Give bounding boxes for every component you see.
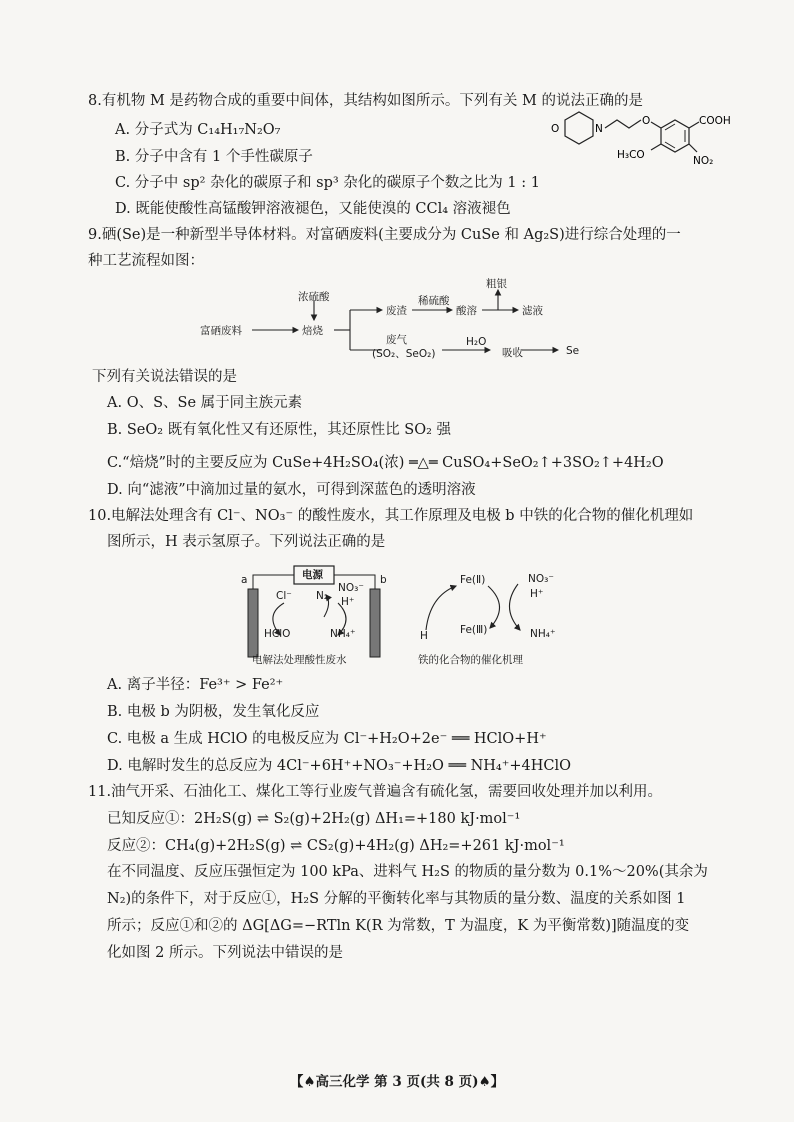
q9-stem-line1: 9.硒(Se)是一种新型半导体材料。对富硒废料(主要成分为 CuSe 和 Ag₂S)进行综合处理的一 [88, 227, 681, 243]
q11-paragraph-line2: N₂)的条件下，对于反应①，H₂S 分解的平衡转化率与其物质的量分数、温度的关系如图 1 [107, 891, 686, 907]
flow-absorb: 吸收 [502, 347, 523, 359]
q9-prompt: 下列有关说法错误的是 [92, 369, 237, 385]
page-footer: 【♠高三化学 第 3 页(共 8 页)♠】 [289, 1074, 505, 1090]
q10-option-a: A. 离子半径：Fe³⁺ > Fe²⁺ [107, 677, 284, 693]
nitrogen-label: N₂ [316, 590, 329, 602]
flow-product: Se [566, 345, 580, 357]
q9-option-a: A. O、S、Se 属于同主族元素 [107, 395, 303, 411]
q11-stem: 11.油气开采、石油化工、煤化工等行业废气普遍含有硫化氢，需要回收处理并加以利用。 [88, 784, 663, 800]
flow-residue: 废渣 [386, 305, 407, 317]
q11-reaction1: 已知反应①：2H₂S(g) ⇌ S₂(g)+2H₂(g) ΔH₁=+180 kJ·mol⁻¹ [107, 811, 521, 827]
q8-option-a: A. 分子式为 C₁₄H₁₇N₂O₇ [115, 122, 281, 138]
catalysis-proton-label: H⁺ [530, 588, 544, 600]
flow-crude-silver: 粗银 [486, 278, 507, 290]
flow-dilute-acid: 稀硫酸 [418, 295, 450, 307]
q11-reaction2: 反应②：CH₄(g)+2H₂S(g) ⇌ CS₂(g)+4H₂(g) ΔH₂=+261 kJ·mol⁻¹ [107, 838, 565, 854]
q8-option-c: C. 分子中 sp² 杂化的碳原子和 sp³ 杂化的碳原子个数之比为 1 : 1 [115, 175, 540, 191]
catalysis-ammonium-label: NH₄⁺ [530, 628, 556, 640]
fe3-label: Fe(Ⅲ) [460, 624, 488, 636]
flow-roast-reagent: 浓硫酸 [298, 291, 330, 303]
q8-option-b: B. 分子中含有 1 个手性碳原子 [115, 149, 313, 165]
q9-option-d: D. 向“滤液”中滴加过量的氨水，可得到深蓝色的透明溶液 [107, 482, 476, 498]
q9-option-b: B. SeO₂ 既有氧化性又有还原性，其还原性比 SO₂ 强 [107, 422, 452, 438]
q10-stem-line2: 图所示，H 表示氢原子。下列说法正确的是 [107, 534, 386, 550]
q8-stem: 8.有机物 M 是药物合成的重要中间体，其结构如图所示。下列有关 M 的说法正确的是 [88, 93, 643, 109]
morpholine-o-label: O [551, 123, 560, 135]
q10-option-b: B. 电极 b 为阴极，发生氧化反应 [107, 704, 320, 720]
electrode-b-label: b [380, 574, 387, 586]
ammonium-label: NH₄⁺ [330, 628, 356, 640]
catalysis-nitrate-label: NO₃⁻ [528, 573, 554, 585]
methoxy-label: H₃CO [617, 149, 645, 161]
ether-o-label: O [642, 115, 651, 127]
q10-stem-line1: 10.电解法处理含有 Cl⁻、NO₃⁻ 的酸性废水，其工作原理及电极 b 中铁的化合物的催化机理如 [88, 508, 694, 524]
q11-paragraph-line4: 化如图 2 所示。下列说法中错误的是 [107, 945, 343, 961]
q8-option-d: D. 既能使酸性高锰酸钾溶液褪色，又能使溴的 CCl₄ 溶液褪色 [115, 201, 511, 217]
nitro-label: NO₂ [693, 155, 714, 167]
flow-roast: 焙烧 [302, 325, 323, 337]
morpholine-n-label: N [595, 123, 603, 135]
catalysis-caption: 铁的化合物的催化机理 [418, 654, 523, 666]
flow-water: H₂O [466, 336, 487, 348]
q9-stem-line2: 种工艺流程如图： [88, 253, 204, 269]
proton-label: H⁺ [341, 596, 355, 608]
nitrate-label: NO₃⁻ [338, 582, 364, 594]
molecule-m-structure [545, 108, 745, 168]
carboxyl-label: COOH [699, 115, 731, 127]
q11-paragraph-line3: 所示；反应①和②的 ΔG[ΔG=−RTln K(R 为常数，T 为温度，K 为平衡常数)]随温度的变 [107, 918, 690, 934]
q10-option-c: C. 电极 a 生成 HClO 的电极反应为 Cl⁻+H₂O+2e⁻ ══ HClO+H⁺ [107, 731, 547, 747]
flow-feed: 富硒废料 [200, 325, 242, 337]
q10-option-d: D. 电解时发生的总反应为 4Cl⁻+6H⁺+NO₃⁻+H₂O ══ NH₄⁺+4HClO [107, 758, 572, 774]
power-source-label: 电源 [302, 569, 323, 581]
flow-waste-gas: 废气 [386, 334, 407, 346]
q9-option-c: C.“焙烧”时的主要反应为 CuSe+4H₂SO₄(浓) ═△═ CuSO₄+SeO₂↑+3SO₂↑+4H₂O [107, 455, 664, 471]
electrolysis-caption: 电解法处理酸性废水 [252, 654, 347, 666]
hclo-label: HClO [264, 628, 291, 640]
hydrogen-atom-label: H [420, 630, 428, 642]
flow-filtrate: 滤液 [522, 305, 543, 317]
electrode-a-label: a [241, 574, 248, 586]
chloride-label: Cl⁻ [276, 590, 292, 602]
flow-acid-dissolve: 酸溶 [456, 305, 477, 317]
fe2-label: Fe(Ⅱ) [460, 574, 486, 586]
q11-paragraph-line1: 在不同温度、反应压强恒定为 100 kPa、进料气 H₂S 的物质的量分数为 0.1%～20%(其余为 [107, 864, 708, 880]
flow-gas-composition: (SO₂、SeO₂) [372, 348, 436, 360]
